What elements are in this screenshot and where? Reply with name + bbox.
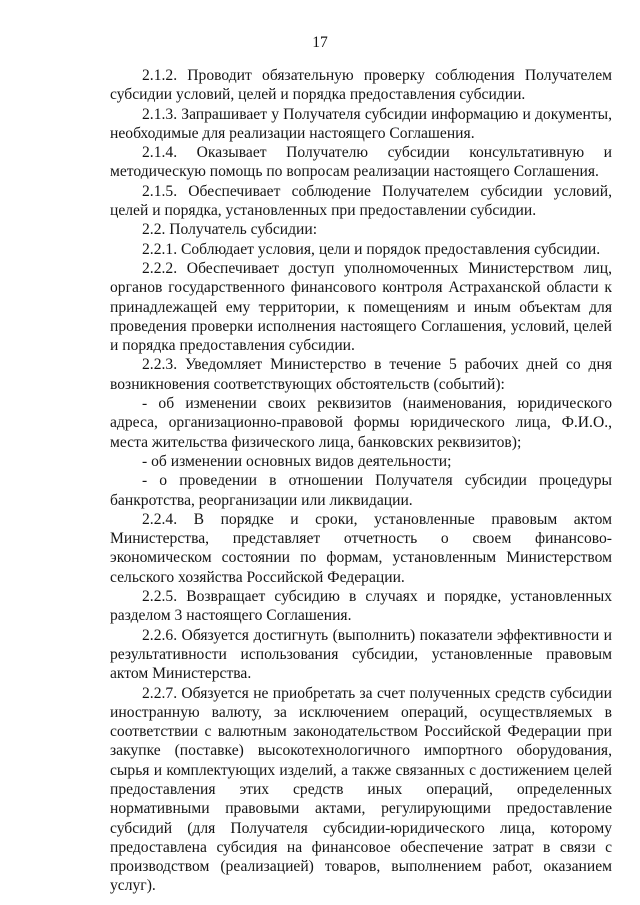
section-2-2-heading: 2.2. Получатель субсидии:: [142, 221, 318, 239]
list-item-activities: - об изменении основных видов деятельности;: [142, 452, 452, 470]
clause-2-2-3: 2.2.3. Уведомляет Министерство в течение 5 рабочих дней со дня возникновения соответствующих обстоятельств (событий):: [110, 356, 612, 393]
clause-2-1-5: 2.1.5. Обеспечивает соблюдение Получателем субсидии условий, целей и порядка, установленных при предоставлении субсидии.: [110, 182, 612, 220]
clause-2-2-2: 2.2.2. Обеспечивает доступ уполномоченных Министерством лиц, органов государственного финансового контроля Астраханской области к принадлежащей ему территории, к помещениям и иным объектам для проведения проверки исполнения настоящего Соглашения, условий, целей и порядка предоставления субсидии.: [110, 259, 612, 355]
list-item-requisites: - об изменении своих реквизитов (наименования, юридического адреса, организационно-правовой формы юридического лица, Ф.И.О., места жительства физического лица, банковских реквизитов);: [110, 395, 612, 451]
clause-2-2-4: 2.2.4. В порядке и сроки, установленные правовым актом Министерства, представляет отчетность о своем финансово-экономическом состоянии по формам, установленным Министерством сельского хозяйства Российской Федерации.: [110, 510, 612, 586]
clause-2-1-2: 2.1.2. Проводит обязательную проверку соблюдения Получателем субсидии условий, целей и порядка предоставления субсидии.: [110, 67, 612, 104]
clause-2-1-4: 2.1.4. Оказывает Получателю субсидии консультативную и методическую помощь по вопросам реализации настоящего Соглашения.: [110, 144, 612, 181]
list-item-bankruptcy: - о проведении в отношении Получателя субсидии процедуры банкротства, реорганизации или ликвидации.: [110, 472, 612, 509]
clause-2-1-3: 2.1.3. Запрашивает у Получателя субсидии информацию и документы, необходимые для реализации настоящего Соглашения.: [110, 105, 612, 142]
document-body: [110, 66, 612, 896]
page-number: 17: [312, 34, 328, 51]
clause-2-2-5: 2.2.5. Возвращает субсидию в случаях и порядке, установленных разделом 3 настоящего Соглашения.: [110, 588, 612, 625]
clause-2-2-6: 2.2.6. Обязуется достигнуть (выполнить) показатели эффективности и результативности использования субсидии, установленные правовым актом Министерства.: [110, 626, 612, 683]
clause-2-2-1: 2.2.1. Соблюдает условия, цели и порядок предоставления субсидии.: [142, 240, 601, 258]
clause-2-2-7: 2.2.7. Обязуется не приобретать за счет полученных средств субсидии иностранную валюту, за исключением операций, осуществляемых в соответствии с валютным законодательством Российской Федерации при закупке (поставке) высокотехнологичного импортного оборудования, сырья и комплектующих изделий, а также связанных с достижением целей предоставления этих средств иных операций, определенных нормативными правовыми актами, регулирующими предоставление субсидий (для Получателя субсидии-юридического лица, которому предоставлена субсидия на финансовое обеспечение затрат в связи с производством (реализацией) товаров, выполнением работ, оказанием услуг).: [110, 684, 612, 895]
